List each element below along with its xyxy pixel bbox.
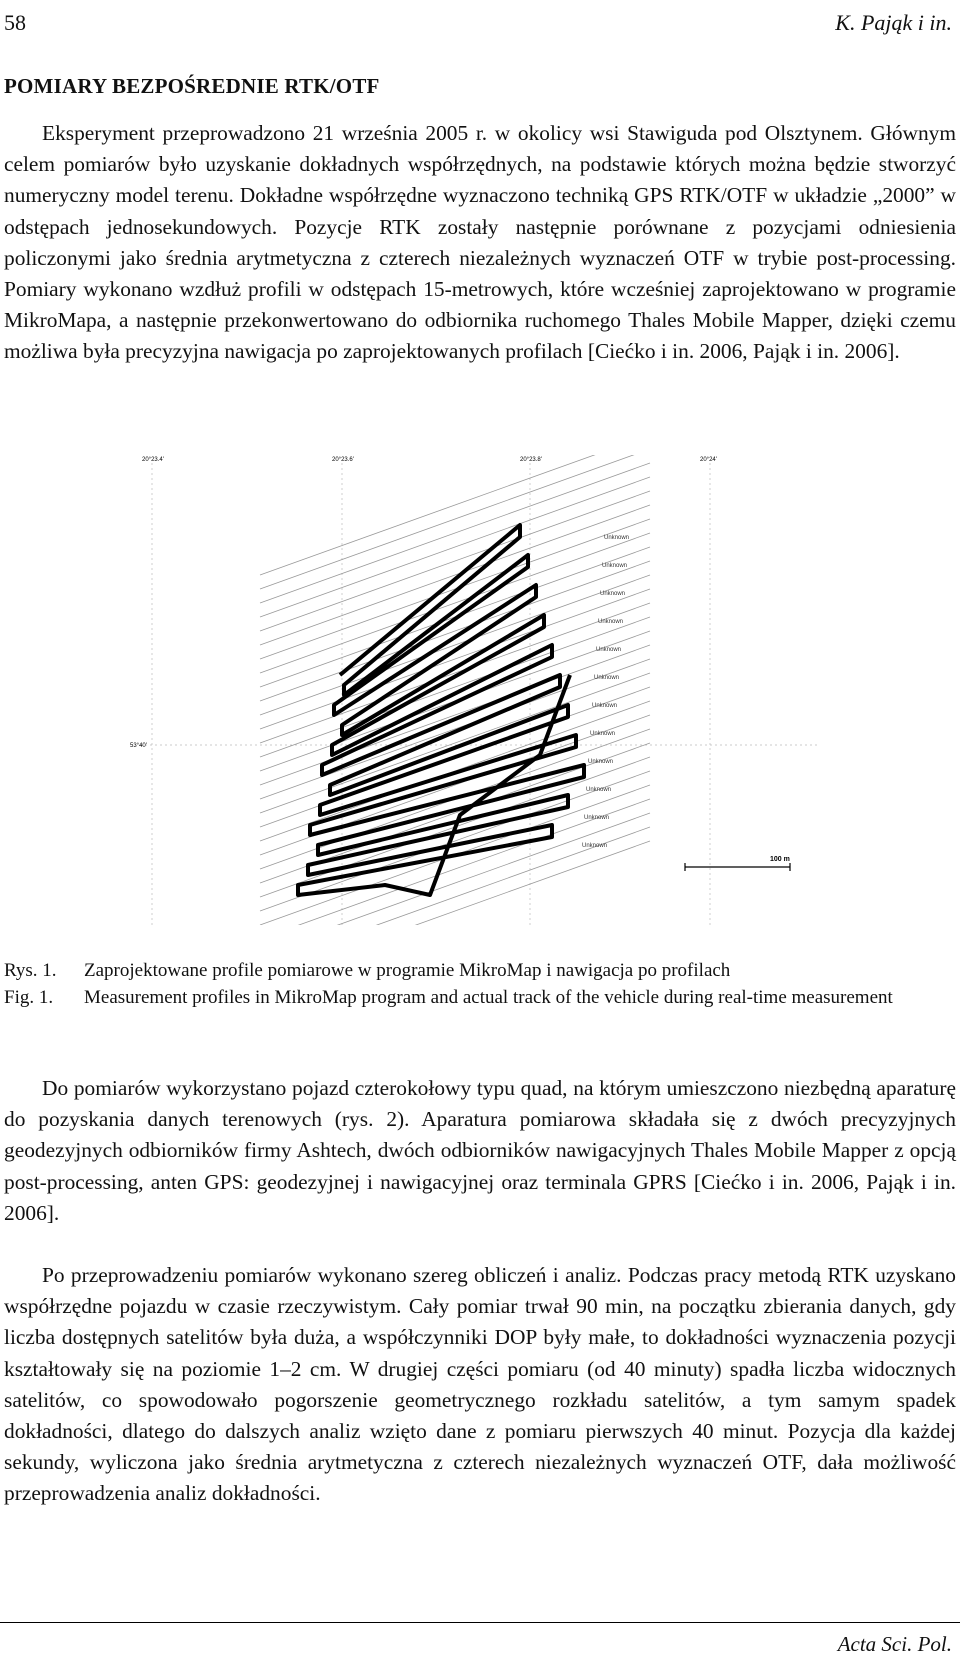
longitude-labels [142, 457, 717, 463]
track-path [298, 525, 584, 895]
scale-bar [685, 856, 790, 871]
caption-label: Fig. 1. [4, 987, 54, 1008]
scale-label: 100 m [770, 856, 790, 863]
profile-line [260, 455, 650, 575]
lon-label: 20°23.8' [520, 457, 542, 463]
journal-name: Acta Sci. Pol. [837, 1632, 952, 1656]
caption-text: Zaprojektowane profile pomiarowe w programie MikroMap i nawigacja po profilach [84, 960, 731, 981]
caption-text: Measurement profiles in MikroMap program and actual track of the vehicle during real-time measurement [84, 987, 893, 1008]
profile-label: Unknown [600, 591, 626, 597]
profile-label: Unknown [582, 843, 608, 849]
footer-rule [0, 1622, 960, 1623]
profile-label: Unknown [604, 535, 630, 541]
profile-line [260, 455, 650, 589]
profile-label: Unknown [590, 731, 616, 737]
profile-label: Unknown [594, 675, 620, 681]
profile-label: Unknown [596, 647, 622, 653]
figure-measurement-profiles [130, 455, 820, 925]
lon-label: 20°24' [700, 457, 717, 463]
caption-label: Rys. 1. [4, 960, 57, 981]
running-header-authors: K. Pająk i in. [835, 10, 952, 35]
profile-label: Unknown [592, 703, 618, 709]
profile-label: Unknown [588, 759, 614, 765]
profile-label: Unknown [584, 815, 610, 821]
vehicle-track [298, 525, 584, 895]
caption-english [4, 985, 954, 1011]
paragraph-equipment: Do pomiarów wykorzystano pojazd czterokołowy typu quad, na którym umieszczono niezbędną aparaturę do pozyskania danych terenowych (rys. 2). Aparatura pomiarowa składała się z dwóch precyzyjnych geodezyjnych odbiorników firmy Ashtech, dwóch odbiorników nawigacyjnych Thales Mobile Mapper z opcją post-processing, anten GPS: geodezyjnej i nawigacyjnej oraz terminala GPRS [Ciećko i in. 2006, Pająk i in. 2006]. [4, 1076, 956, 1225]
caption-polish [4, 958, 954, 984]
coordinate-grid [140, 463, 820, 925]
paragraph-analysis: Po przeprowadzeniu pomiarów wykonano szereg obliczeń i analiz. Podczas pracy metodą RTK uzyskano współrzędne pojazdu w czasie rzeczywistym. Cały pomiar trwał 90 min, na początku zbierania danych, gdy liczba dostępnych satelitów była duża, a współczynniki DOP były małe, to dokładności wyznaczenia pozycji kształtowały się na poziomie 1–2 cm. W drugiej części pomiaru (od 40 minuty) spadła liczba widocznych satelitów, co spowodowało pogorszenie geometrycznego rozkładu satelitów, a tym samym spadek dokładności, dlatego do dalszych analiz wzięto dane z pomiaru pierwszych 40 minut. Pozycja dla każdej sekundy, wyliczona jako średnia arytmetyczna z czterech niezależnych wyznaczeń OTF, dała możliwość przeprowadzenia analiz dokładności. [4, 1263, 956, 1506]
lon-label: 20°23.6' [332, 457, 354, 463]
profile-label: Unknown [602, 563, 628, 569]
profile-label: Unknown [598, 619, 624, 625]
lon-label: 20°23.4' [142, 457, 164, 463]
profile-label: Unknown [586, 787, 612, 793]
page-number: 58 [4, 10, 26, 35]
lat-label: 53°40' [130, 743, 147, 749]
paragraph-experiment: Eksperyment przeprowadzono 21 września 2005 r. w okolicy wsi Stawiguda pod Olsztynem. Głównym celem pomiarów było uzyskanie dokładnych współrzędnych, na podstawie których można będzie stworzyć numeryczny model terenu. Dokładne współrzędne wyznaczono techniką GPS RTK/OTF w układzie „2000” w odstępach jednosekundowych. Pozycje RTK zostały następnie porównane z pozycjami odniesienia policzonymi jako średnia arytmetyczna z czterech niezależnych wyznaczeń OTF w trybie post-processing. Pomiary wykonano wzdłuż profili w odstępach 15-metrowych, które wcześniej zaprojektowano w programie MikroMapa, a następnie przekonwertowano do odbiornika ruchomego Thales Mobile Mapper, dzięki czemu możliwa była precyzyjna nawigacja po zaprojektowanych profilach [Ciećko i in. 2006, Pająk i in. 2006]. [4, 121, 956, 364]
profile-labels [582, 535, 629, 849]
section-title: POMIARY BEZPOŚREDNIE RTK/OTF [4, 74, 380, 98]
